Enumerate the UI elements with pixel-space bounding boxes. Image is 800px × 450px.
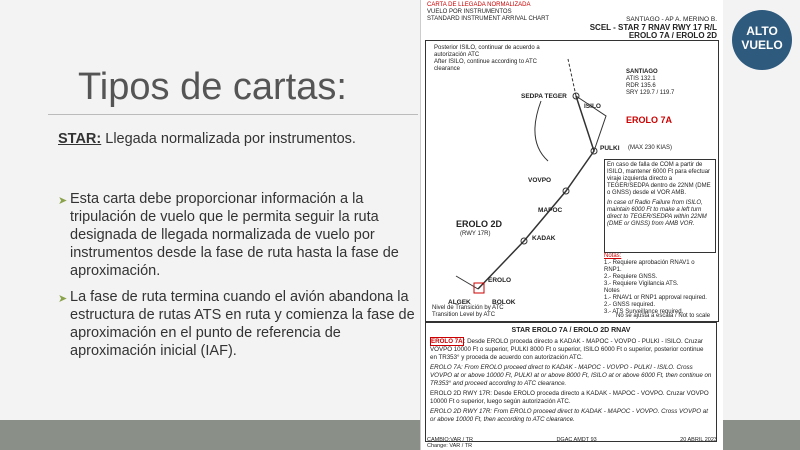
bullet-text: La fase de ruta termina cuando el avión abandona la estructura de rutas ATS en ruta y comienza la fase de aproximación en el punto de referencia de aproximación inicial (IAF). bbox=[70, 289, 415, 359]
freq-row: RDR 135.6 bbox=[626, 83, 656, 89]
chart-header-left bbox=[427, 2, 549, 23]
footer-change bbox=[427, 437, 473, 449]
chart-procedure: SCEL - STAR 7 RNAV RWY 17 R/L bbox=[589, 23, 717, 32]
procedure-label: EROLO 7A bbox=[626, 115, 673, 125]
star-description: Llegada normalizada por instrumentos. bbox=[101, 131, 356, 147]
desc-7a-en: EROLO 7A: From EROLO proceed direct to KADAK - MAPOC - VOVPO - PULKI - ISILO. Cross VOVPO at or above 10000 Ft, PULKI at or above 8000 Ft, ISILO at or above 6000 Ft, then continue on TR353° and proceed according to ATC clearance. bbox=[430, 364, 712, 387]
note-line: 1.- Requiere aprobación RNAV1 o RNP1. bbox=[604, 260, 695, 273]
note-line: 1.- RNAV1 or RNP1 approval required. bbox=[604, 295, 707, 301]
desc-7a-label: EROLO 7A bbox=[431, 338, 463, 345]
note-after-isilo bbox=[434, 45, 544, 73]
footer-amdt: DGAC AMDT 93 bbox=[556, 437, 597, 443]
transition-es: Nivel de Transición by ATC bbox=[432, 305, 504, 311]
waypoint-label: KADAK bbox=[532, 235, 556, 242]
procedure-title: STAR EROLO 7A / EROLO 2D RNAV bbox=[511, 327, 631, 334]
note-line: Notes bbox=[604, 288, 620, 294]
note-line: 3.- ATS Surveillance required. bbox=[604, 309, 684, 315]
desc-2d-en: EROLO 2D RWY 17R: From EROLO proceed direct to KADAK - MAPOC - VOVPO. Cross VOVPO at or above 10000 Ft, then according to ATC clearance. bbox=[430, 408, 708, 423]
radio-failure-es: En caso de falla de COM a partir de ISILO, mantener 6000 Ft para efectuar viraje izquierda directo a TEGER/SEDPA dentro de 22NM (DME o GNSS) desde el VOR AMB. bbox=[607, 162, 711, 196]
note-line: 2.- Requiere GNSS. bbox=[604, 274, 658, 280]
freq-row: ATIS 132.1 bbox=[626, 76, 656, 82]
freq-row: SRY 129.7 / 119.7 bbox=[626, 90, 675, 96]
alto-vuelo-logo bbox=[732, 10, 792, 70]
radio-failure-en: In case of Radio Failure from ISILO, maintain 6000 Ft to make a left turn direct to TEGER/SEDPA within 22NM (DME or GNSS) from AMB VOR. bbox=[607, 200, 707, 227]
transition-level bbox=[432, 305, 504, 319]
runway-label: (RWY 17R) bbox=[460, 231, 491, 237]
note-en: After ISILO, continue according to ATC clearance bbox=[434, 59, 537, 72]
waypoint-label: ALGEK bbox=[448, 299, 471, 306]
title-divider bbox=[48, 114, 418, 115]
procedure-description bbox=[425, 322, 717, 442]
transition-en: Transition Level by ATC bbox=[432, 312, 496, 318]
waypoint-label: BOLOK bbox=[492, 299, 516, 306]
note-line: 3.- Requiere Vigilancia ATS. bbox=[604, 281, 679, 287]
speed-restriction: (MAX 230 KIAS) bbox=[628, 145, 673, 151]
waypoint-label: ISILO bbox=[584, 103, 601, 110]
chart-map bbox=[425, 40, 719, 322]
freq-title: SANTIAGO bbox=[626, 69, 658, 75]
note-line: 2.- GNSS required. bbox=[604, 302, 656, 308]
frequency-box bbox=[626, 69, 714, 97]
bullet-arrow-icon: ➤ bbox=[58, 195, 68, 207]
footer-change-en: Change: VAR / TR bbox=[427, 443, 473, 449]
notes-box bbox=[604, 253, 712, 316]
desc-2d: EROLO 2D RWY 17R: Desde EROLO proceda directo a KADAK - MAPOC - VOVPO. Cruzar VOVPO 10000 Ft o superior, luego según autorización ATC. bbox=[430, 390, 709, 405]
bullet-item bbox=[58, 288, 418, 360]
slide-title: Tipos de cartas: bbox=[78, 66, 347, 108]
procedure-label: EROLO 2D bbox=[456, 219, 503, 229]
chart-footer bbox=[427, 437, 717, 449]
star-chart-image bbox=[420, 0, 723, 450]
chart-header-line: VUELO POR INSTRUMENTOS bbox=[427, 9, 512, 15]
radio-failure-box bbox=[604, 159, 716, 253]
chart-header-line: STANDARD INSTRUMENT ARRIVAL CHART bbox=[427, 16, 550, 22]
star-term: STAR: bbox=[58, 131, 102, 147]
desc-7a-text: : Desde EROLO proceda directo a KADAK - MAPOC - VOVPO - PULKI - ISILO. Cruzar VOVPO 10000 Ft o superior, PULKI 8000 Ft o superior, ISILO 6000 Ft o superior, posterior continue en TR353° y proceda de acuerdo con autorización ATC. bbox=[430, 338, 704, 361]
logo-line: VUELO bbox=[741, 38, 783, 52]
waypoint-label: SEDPA TEGER bbox=[521, 93, 567, 100]
scale-note: No se ajusta a escala / Not to scale bbox=[616, 313, 711, 319]
desc-7a bbox=[430, 338, 712, 362]
footer-change-es: CAMBIO:VAR / TR bbox=[427, 437, 473, 443]
waypoint-label: PULKI bbox=[600, 145, 620, 152]
note-es: Posterior ISILO, continuar de acuerdo a autorización ATC bbox=[434, 45, 540, 58]
bullet-list bbox=[58, 190, 418, 368]
waypoint-label: EROLO bbox=[488, 277, 512, 284]
bullet-arrow-icon: ➤ bbox=[58, 293, 68, 305]
chart-airport: SANTIAGO - AP A. MERINO B. bbox=[626, 16, 717, 23]
bullet-item bbox=[58, 190, 418, 280]
chart-procedure-names: EROLO 7A / EROLO 2D bbox=[628, 31, 717, 40]
bullet-text: Esta carta debe proporcionar información a la tripulación de vuelo que le permita seguir la ruta designada de llegada normalizada de vuelo por instrumentos desde la fase de ruta hasta la fase de aproximación. bbox=[70, 191, 399, 279]
footer-date: 20 ABRIL 2023 bbox=[680, 437, 717, 443]
waypoint-label: MAPOC bbox=[538, 207, 563, 214]
chart-header-right bbox=[590, 16, 717, 40]
star-definition bbox=[58, 131, 356, 147]
chart-header-line: CARTA DE LLEGADA NORMALIZADA bbox=[427, 2, 531, 8]
notes-title: Notas: bbox=[604, 253, 622, 259]
waypoint-label: VOVPO bbox=[528, 177, 552, 184]
logo-line: ALTO bbox=[746, 24, 778, 38]
